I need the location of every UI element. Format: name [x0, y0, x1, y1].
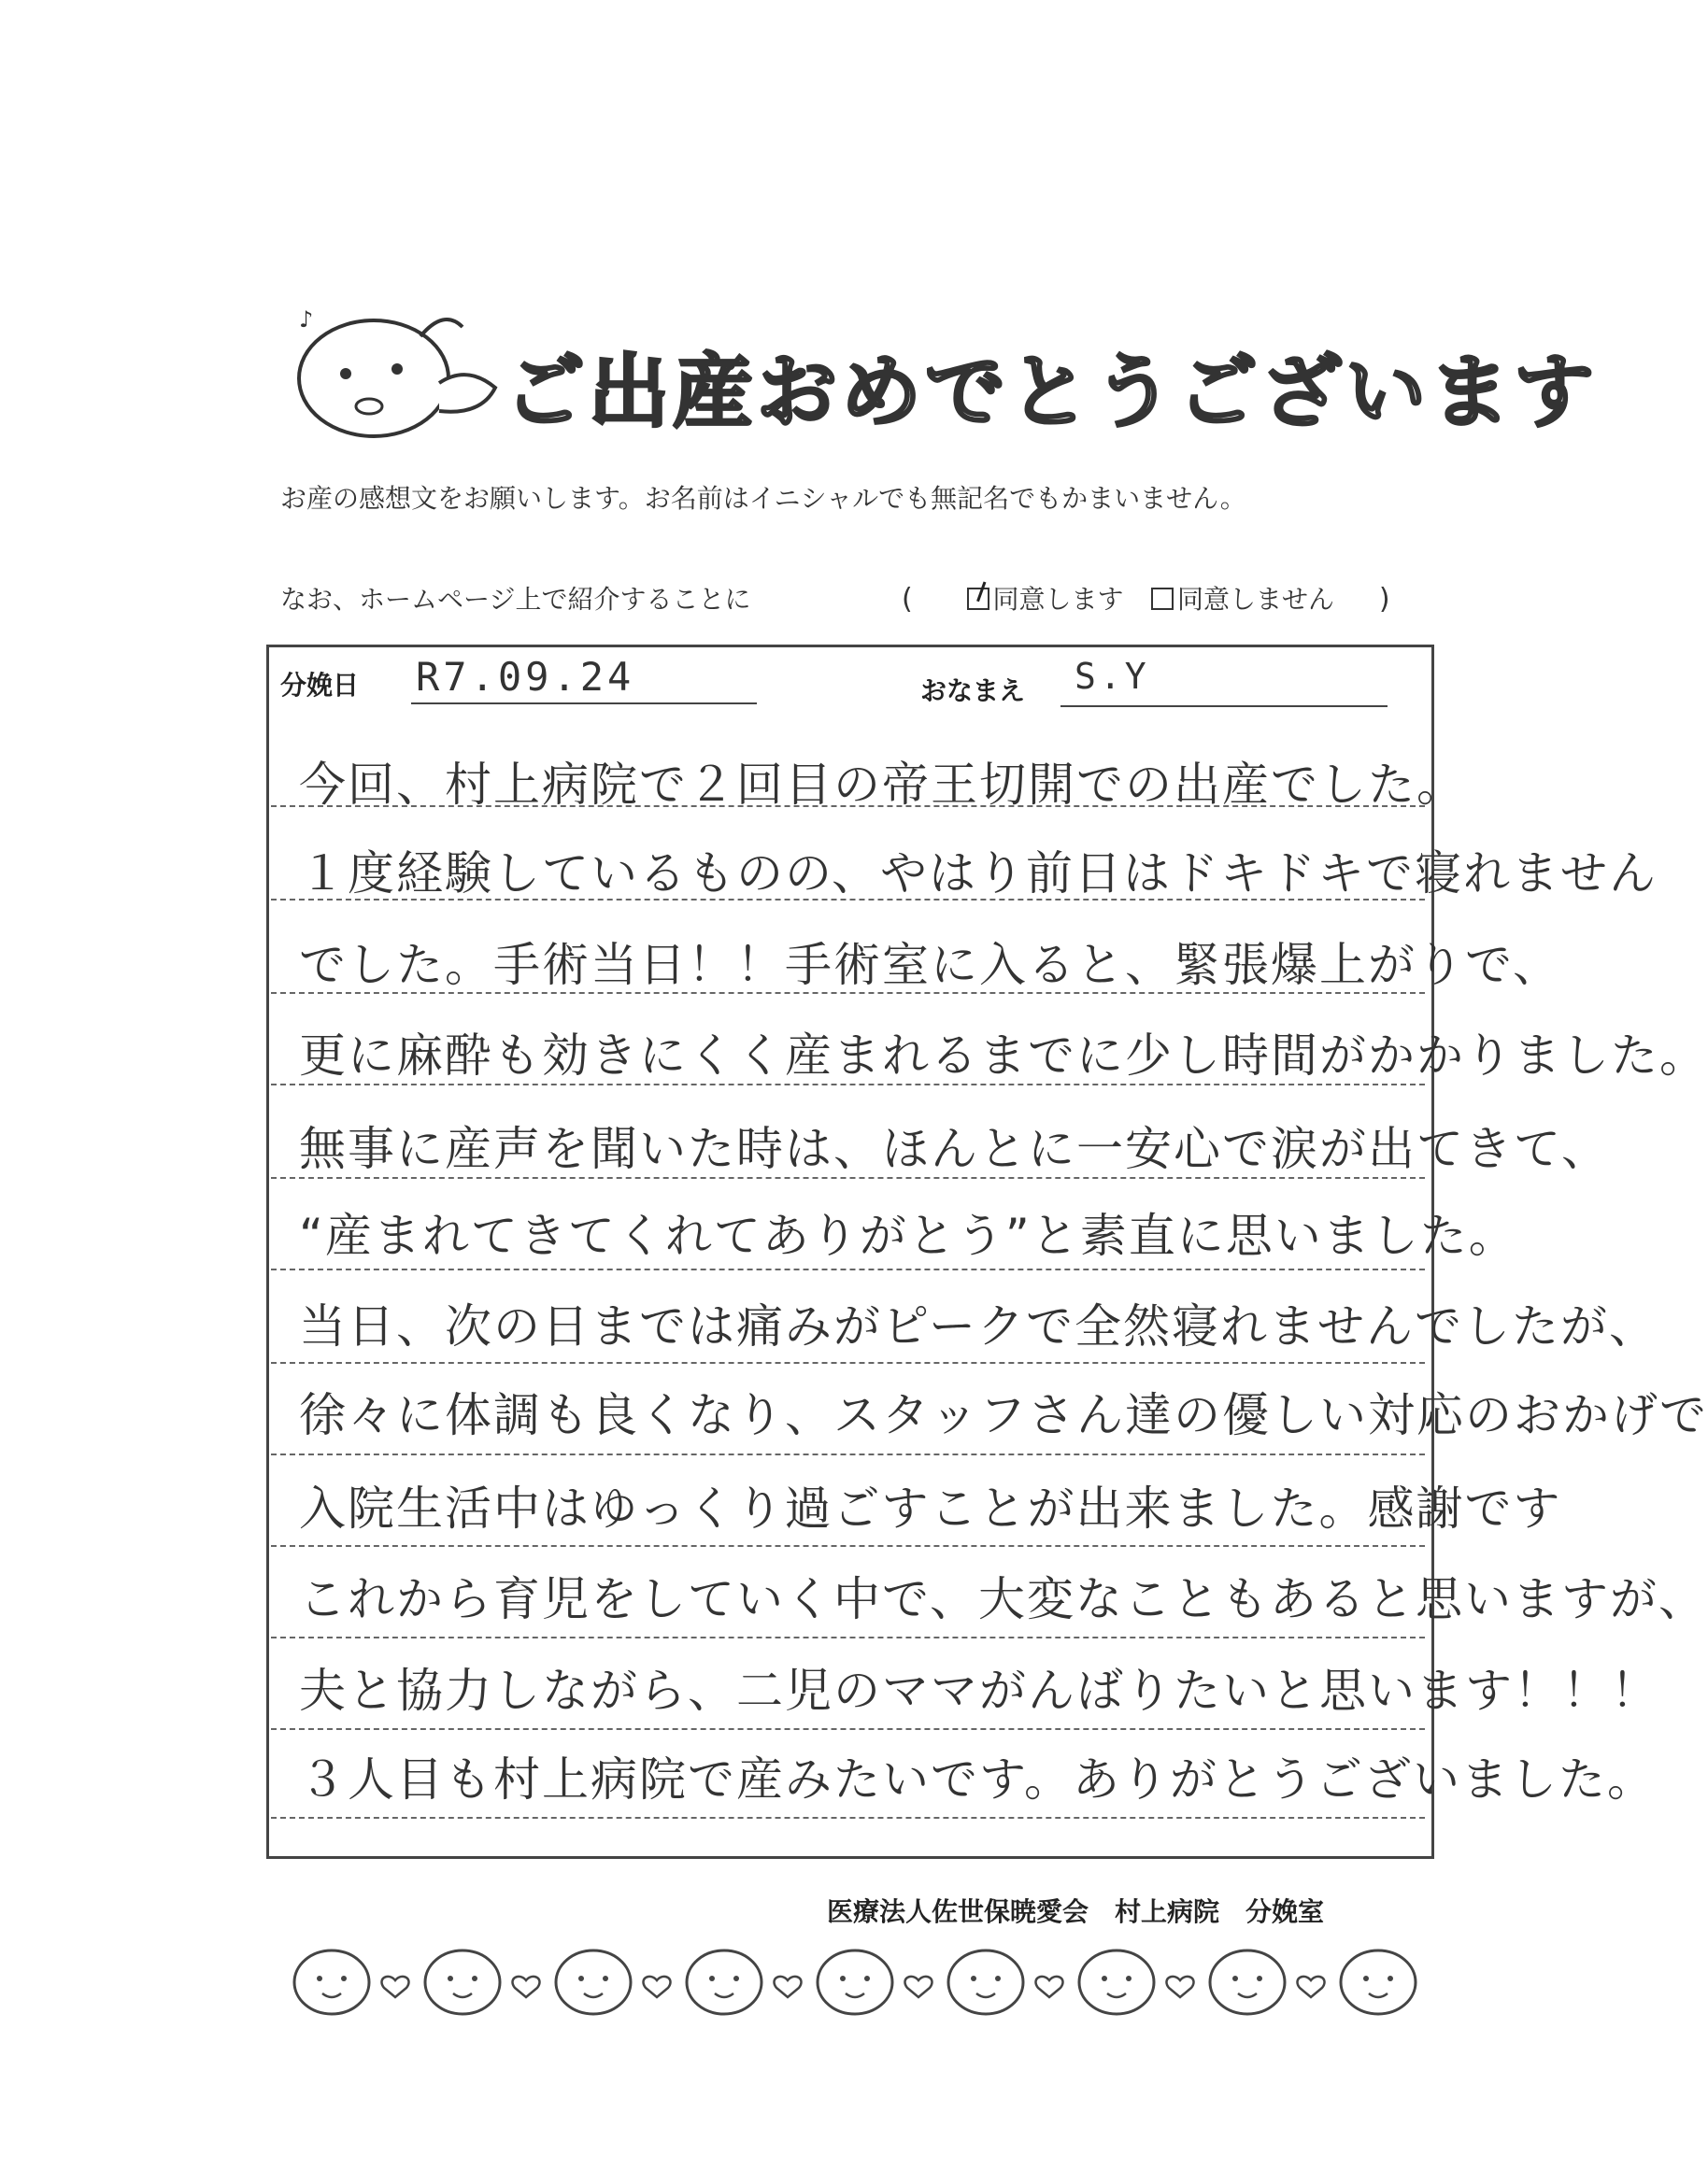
consent-text: なお、ホームページ上で紹介することに: [280, 584, 751, 615]
consent-close-paren: ): [1378, 583, 1390, 616]
letter-line: 徐々に体調も良くなり、スタッフさん達の優しい対応のおかげで: [299, 1388, 1708, 1442]
ruled-line: [271, 1545, 1425, 1547]
date-underline: [411, 702, 757, 704]
letter-line: これから育児をしていく中で、大変なこともあると思いますが、: [299, 1572, 1707, 1626]
heart-icon: [1166, 1977, 1193, 1997]
baby-face-icon: [818, 1950, 892, 2014]
letter-line: 更に麻酔も効きにくく産まれるまでに少し時間がかかりました。: [299, 1028, 1708, 1083]
baby-face-icon: [687, 1950, 761, 2014]
consent-agree-label: 同意します: [992, 584, 1124, 615]
page-title: ご出産おめでとうございます: [505, 346, 1598, 439]
consent-disagree-option[interactable]: [1151, 579, 1390, 617]
baby-illustration: [280, 299, 505, 448]
heart-icon: [1035, 1977, 1062, 1997]
letter-line: ３人目も村上病院で産みたいです。ありがとうございました。: [299, 1752, 1656, 1807]
ruled-line: [271, 1637, 1425, 1638]
baby-face-icon: [1079, 1950, 1154, 2014]
letter-line: 当日、次の日までは痛みがピークで全然寝れませんでしたが、: [299, 1299, 1658, 1354]
heart-icon: [1297, 1977, 1324, 1997]
consent-agree-option[interactable]: [902, 579, 1124, 617]
consent-disagree-label: 同意しません: [1177, 584, 1335, 615]
ruled-line: [271, 1817, 1425, 1819]
heart-icon: [643, 1977, 670, 1997]
date-label: 分娩日: [280, 670, 360, 701]
baby-face-icon: [948, 1950, 1023, 2014]
letter-line: 今回、村上病院で２回目の帝王切開での出産でした。: [299, 758, 1465, 812]
ruled-line: [271, 1177, 1425, 1179]
baby-face-icon: [1341, 1950, 1416, 2014]
ruled-line: [271, 992, 1425, 994]
consent-disagree-checkbox[interactable]: [1151, 588, 1174, 610]
letter-line: でした。手術当日！！手術室に入ると、緊張爆上がりで、: [299, 938, 1561, 992]
letter-line: 無事に産声を聞いた時は、ほんとに一安心で涙が出てきて、: [299, 1122, 1610, 1176]
footer-organization: 医療法人佐世保暁愛会 村上病院 分娩室: [827, 1896, 1325, 1927]
letter-line: １度経験しているものの、やはり前日はドキドキで寝れません: [299, 846, 1658, 901]
consent-agree-checkbox[interactable]: [967, 588, 989, 610]
ruled-line: [271, 1454, 1425, 1455]
heart-icon: [381, 1977, 408, 1997]
heart-icon: [904, 1977, 932, 1997]
consent-open-paren: (: [902, 583, 913, 616]
ruled-line: [271, 805, 1425, 807]
name-underline: [1060, 705, 1388, 707]
date-value[interactable]: R7.09.24: [416, 654, 635, 700]
name-label: おなまえ: [920, 675, 1026, 706]
baby-face-icon: [294, 1950, 369, 2014]
name-value[interactable]: S.Y: [1075, 656, 1150, 697]
ruled-line: [271, 1728, 1425, 1730]
baby-face-icon: [556, 1950, 631, 2014]
ruled-line: [271, 1269, 1425, 1270]
baby-face-icon: [425, 1950, 500, 2014]
baby-face-icon: [1210, 1950, 1285, 2014]
letter-line: 夫と協力しながら、二児のママがんばりたいと思います！！！: [299, 1664, 1659, 1718]
letter-line: “産まれてきてくれてありがとう”と素直に思いました。: [299, 1209, 1517, 1263]
letter-line: 入院生活中はゆっくり過ごすことが出来ました。感謝です: [299, 1482, 1562, 1536]
svg-text:♪: ♪: [299, 306, 314, 333]
ruled-line: [271, 1362, 1425, 1364]
ruled-line: [271, 899, 1425, 901]
ruled-line: [271, 1084, 1425, 1085]
footer-baby-faces: [290, 1934, 1420, 2027]
heart-icon: [512, 1977, 539, 1997]
heart-icon: [774, 1977, 801, 1997]
request-text: お産の感想文をお願いします。お名前はイニシャルでも無記名でもかまいません。: [280, 483, 1246, 514]
